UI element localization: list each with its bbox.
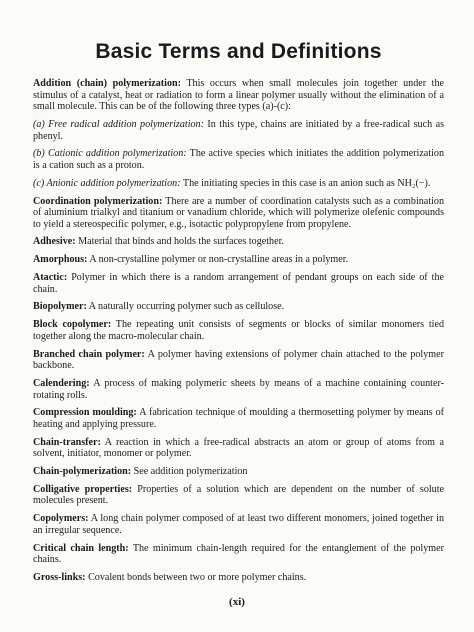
subentry-term: (a) Free radical addition polymerization: [33, 118, 204, 130]
definition-text: The repeating unit consists of segments or blocks of similar monomers tied together along the macro-molecular chain. [33, 319, 444, 342]
definition-term: Addition (chain) polymerization: [33, 78, 181, 89]
definitions-list [33, 78, 444, 584]
definition-term: Amorphous: [33, 254, 88, 266]
definition-text: A process of making polymeric sheets by means of a machine containing counter-rotating rolls. [33, 377, 444, 401]
definition-entry [33, 78, 444, 113]
definition-subentry [33, 119, 444, 142]
definition-term: Biopolymer: [33, 301, 87, 313]
definition-text: A fabrication technique of moulding a thermosetting polymer by means of heating and applying pressure. [33, 407, 444, 430]
definition-text: This occurs when small molecules join together under the stimulus of a catalyst, heat or radiation to form a linear polymer usually without the elimination of a small molecule. This can be of the following three types (a)-(c): [33, 78, 445, 113]
definition-entry [33, 572, 444, 584]
definition-term: Gross-links: [33, 571, 86, 583]
definition-text: Properties of a solution which are dependent on the number of solute molecules present. [33, 483, 445, 507]
definition-subentry [33, 178, 444, 190]
definition-subentry [33, 148, 444, 171]
definition-entry [33, 543, 444, 566]
definition-entry [33, 349, 444, 372]
definition-entry [33, 407, 444, 430]
definition-term: Atactic: [33, 272, 68, 284]
subentry-term: (c) Anionic addition polymerization: [33, 177, 181, 189]
definition-text: The initiating species in this case is an anion such as NH₂(−). [180, 177, 431, 189]
definition-entry [33, 319, 444, 342]
definition-term: Adhesive: [33, 236, 76, 248]
definition-text: The active species which initiates the addition polymerization is a cation such as a proton. [33, 148, 444, 171]
definition-text: There are a number of coordination catalysts such as a combination of aluminium trialkyl and titanium or vanadium chloride, which will polymerize olefenic compounds to yield a stereospecific polymer, e.g., isotactic polypropylene from propylene. [33, 195, 444, 230]
definition-term: Block copolymer: [33, 319, 112, 331]
definition-text: A non-crystalline polymer or non-crystalline areas in a polymer. [87, 254, 349, 266]
page-number: (xi) [229, 596, 245, 608]
definition-entry [33, 466, 444, 478]
definition-term: Copolymers: [33, 513, 89, 525]
definition-term: Calendering: [33, 377, 90, 389]
definition-term: Coordination polymerization: [33, 195, 163, 207]
definition-entry [33, 272, 444, 295]
definition-text: Polymer in which there is a random arrangement of pendant groups on each side of the chain. [33, 272, 444, 295]
definition-term: Colligative properties: [33, 483, 133, 495]
definition-term: Chain-transfer: [33, 436, 101, 448]
definition-term: Chain-polymerization: [33, 466, 132, 478]
definition-text: A naturally occurring polymer such as cellulose. [86, 301, 285, 313]
definition-text: In this type, chains are initiated by a free-radical such as phenyl. [33, 118, 444, 142]
definition-text: See addition polymerization [131, 466, 248, 478]
definition-entry [33, 301, 444, 313]
definition-entry [33, 196, 444, 231]
definition-text: Material that binds and holds the surfaces together. [75, 236, 284, 248]
definition-entry [33, 236, 444, 248]
definition-text: The minimum chain-length required for the entanglement of the polymer chains. [33, 542, 444, 566]
definition-text: Covalent bonds between two or more polymer chains. [85, 571, 307, 583]
page-title: Basic Terms and Definitions [95, 40, 382, 63]
definition-term: Critical chain length: [33, 542, 129, 554]
definition-text: A long chain polymer composed of at least two different monomers, joined together in an irregular sequence. [33, 513, 444, 536]
definition-term: Compression moulding: [33, 407, 137, 419]
subentry-term: (b) Cationic addition polymerization: [33, 148, 187, 160]
definition-entry [33, 437, 444, 460]
definition-text: A polymer having extensions of polymer chain attached to the polymer backbone. [33, 348, 444, 372]
definition-text: A reaction in which a free-radical abstracts an atom or group of atoms from a solvent, initiator, monomer or polymer. [33, 436, 444, 460]
definition-entry [33, 378, 444, 401]
definition-entry [33, 254, 444, 266]
definition-entry [33, 513, 444, 536]
definition-term: Branched chain polymer: [33, 348, 145, 360]
definition-entry [33, 484, 444, 507]
